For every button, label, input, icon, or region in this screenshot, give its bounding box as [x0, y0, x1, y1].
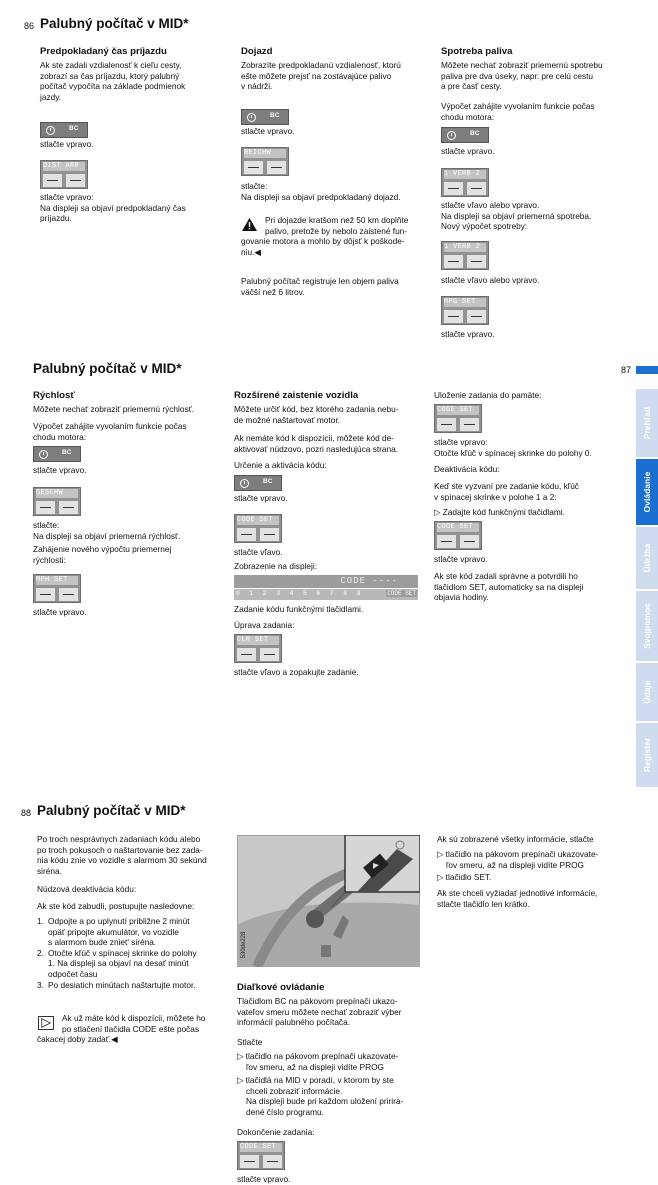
instruction: stlačte vľavo alebo vpravo.	[441, 275, 540, 285]
instruction: stlačte: Na displeji sa objaví predpokladaný dojazd.	[241, 181, 401, 202]
mid-display-icon: CODE SET	[434, 521, 482, 550]
list-item: 1. Odpojte a po uplynutí približne 2 minút opäť pripojte akumulátor, vo vozidle s alarmom bude zniet' siréna.	[37, 916, 190, 948]
paragraph: Tlačidlom BC na pákovom prepínači ukazo- vateľov smeru môžete nechať zobraziť výber informácií palubného počítača.	[237, 996, 402, 1028]
bc-button-icon: BC	[40, 122, 88, 138]
instruction: stlačte vpravo.	[441, 146, 495, 156]
list-item: 3. Po desiatich minútach naštartujte motor.	[37, 979, 196, 990]
section-heading: Rozšírené zaistenie vozidla	[234, 390, 359, 401]
section-heading: Predpokladaný čas príjazdu	[40, 46, 167, 57]
instruction: stlačte: Na displeji sa objaví priemerná rýchlosť. Zahájenie nového výpočtu priemernej rýchlosti:	[33, 520, 181, 565]
mid-display-icon: 1 VERB 2	[441, 241, 489, 270]
bc-button-icon: BC	[33, 446, 81, 462]
section-heading: Rýchlosť	[33, 390, 75, 401]
mid-display-icon: MPH SET	[33, 574, 81, 603]
tab-register[interactable]: Register	[636, 723, 658, 787]
instruction: stlačte vpravo: Na displeji sa objaví predpokladaný čas príjazdu.	[40, 192, 186, 224]
paragraph: Ak ste kód zabudli, postupujte nasledovne:	[37, 901, 195, 911]
page-title: Palubný počítač v MID*	[37, 803, 186, 818]
mid-display-icon: CODE SET	[234, 514, 282, 543]
subheading: Určenie a aktivácia kódu:	[234, 460, 327, 470]
tab-udrzba[interactable]: Údržba	[636, 527, 658, 589]
instruction: stlačte vpravo.	[234, 493, 288, 503]
paragraph: Výpočet zahájite vyvolaním funkcie počas chodu motora:	[33, 421, 187, 442]
page-number: 87	[621, 365, 632, 375]
bullet: ▷ tlačidlo na pákovom prepínači ukazovate- ľov smeru, až na displeji vidíte PROG	[237, 1051, 399, 1072]
paragraph: Môžete nechať zobraziť priemernú rýchlosť.	[33, 404, 195, 414]
instruction: Zadanie kódu funkčnými tlačidlami.	[234, 604, 364, 614]
section-heading: Spotreba paliva	[441, 46, 513, 57]
instruction: stlačte vpravo.	[33, 465, 87, 475]
paragraph: Ak ste zadali vzdialenosť k cieľu cesty, zobrazí sa čas príjazdu, ktorý palubný počítač vypočíta na základe podmienok jazdy.	[40, 60, 186, 102]
bullet: ▷ tlačidlo SET.	[437, 872, 492, 882]
bullet: ▷ tlačidlo na pákovom prepínači ukazovate- ľov smeru, až na displeji vidíte PROG	[437, 849, 599, 870]
numbered-list	[37, 916, 227, 990]
mid-display-icon: CODE SET	[237, 1141, 285, 1170]
instruction: stlačte vpravo.	[434, 554, 488, 564]
tab-udaje[interactable]: Údaje	[636, 663, 658, 721]
accent-bar	[636, 366, 658, 374]
instruction: stlačte vpravo.	[237, 1174, 291, 1184]
bc-button-icon: BC	[441, 127, 489, 143]
paragraph: Môžete nechať zobraziť priemernú spotrebu paliva pre dva úseky, napr. pre celú cestu a pre časť cesty.	[441, 60, 603, 92]
instruction: stlačte vpravo.	[441, 329, 495, 339]
mid-display-icon: CLR SET	[234, 634, 282, 663]
section-heading: Diaľkové ovládanie	[237, 982, 325, 993]
paragraph: Po troch nesprávnych zadaniach kódu alebo po troch pokusoch o naštartovanie bez zada- nia kódu znie vo vozidle s alarmom 30 sekúnd siréna.	[37, 834, 207, 876]
subheading: Dokončenie zadania:	[237, 1127, 315, 1137]
instruction: stlačte vpravo.	[40, 139, 94, 149]
instruction: stlačte vpravo: Otočte kľúč v spínacej skrinke do polohy 0.	[434, 437, 592, 458]
subheading: Úprava zadania:	[234, 620, 295, 630]
mid-display-icon: CODE SET	[434, 404, 482, 433]
mid-display-icon: GESCHW	[33, 487, 81, 516]
bc-button-icon: BC	[241, 109, 289, 125]
paragraph: Ak ste chceli vyžiadať jednotlivé informácie, stlačte tlačidlo len krátko.	[437, 888, 598, 909]
instruction: stlačte vpravo.	[33, 607, 87, 617]
paragraph: Môžete určiť kód, bez ktorého zadania nebu- de možné naštartovať motor.	[234, 404, 399, 425]
note-text: Ak už máte kód k dispozícii, môžete ho po stlačení tlačidla CODE ešte počas čakacej doby zadať.◀	[37, 1013, 206, 1045]
page-number: 88	[21, 808, 32, 818]
instruction: stlačte vľavo a zopakujte zadanie.	[234, 667, 359, 677]
instruction: stlačte vľavo.	[234, 547, 283, 557]
subheading: Deaktivácia kódu:	[434, 464, 500, 474]
bullet: ▷ tlačidlá na MID v poradí, v ktorom by ste chceli zobraziť informácie. Na displeji bude pri každom uložení pririra- dené číslo programu.	[237, 1075, 404, 1117]
paragraph: Núdzová deaktivácia kódu:	[37, 884, 137, 894]
code-display: CODE ---- 0123456789 CODE SET	[234, 575, 418, 601]
page-title: Palubný počítač v MID*	[33, 361, 182, 376]
paragraph: Palubný počítač registruje len objem paliva väčší než 6 litrov.	[241, 276, 399, 297]
list-item: 2. Otočte kľúč v spínacej skrinke do polohy 1. Na displeji sa objaví na desať minút odpočet času	[37, 947, 197, 979]
paragraph: Výpočet zahájite vyvolaním funkcie počas chodu motora:	[441, 101, 595, 122]
mid-display-icon: MPG SET	[441, 296, 489, 325]
paragraph: Stlačte	[237, 1037, 263, 1047]
steering-column-illustration	[237, 835, 420, 967]
mid-display-icon: 1 VERB 2	[441, 168, 489, 197]
subheading: Uloženie zadania do pamäte:	[434, 390, 542, 400]
instruction: stlačte vpravo.	[241, 126, 295, 136]
mid-display-icon: REICHW	[241, 147, 289, 176]
tab-prehlad[interactable]: Prehľad	[636, 389, 658, 457]
paragraph: Ak nemáte kód k dispozícii, môžete kód de- aktivovať núdzovo, pozri nasledujúca strana.	[234, 433, 399, 454]
tab-svojpomoc[interactable]: Svojpomoc	[636, 591, 658, 661]
subheading: Zobrazenie na displeji:	[234, 561, 318, 571]
page-title: Palubný počítač v MID*	[40, 16, 189, 31]
section-heading: Dojazd	[241, 46, 273, 57]
image-code: 530de228	[241, 931, 247, 959]
paragraph: Keď ste vyzvaní pre zadanie kódu, kľúč v spínacej skrinke v polohe 1 a 2:	[434, 481, 579, 502]
paragraph: Ak ste kód zadali správne a potvrdili ho tlačidlom SET, automaticky sa na displeji objavia hodiny.	[434, 571, 584, 603]
paragraph: Ak sú zobrazené všetky informácie, stlačte	[437, 834, 594, 844]
bullet: ▷ Zadajte kód funkčnými tlačidlami.	[434, 507, 565, 517]
page-number: 86	[24, 21, 35, 31]
warning-text: Pri dojazde kratšom než 50 km doplňte palivo, pretože by nebolo zaistené fun- govanie motora a mohlo by dôjsť k poškode- niu.◀	[241, 215, 409, 257]
bc-button-icon: BC	[234, 475, 282, 491]
mid-display-icon: DIST ARR	[40, 160, 88, 189]
instruction: stlačte vľavo alebo vpravo. Na displeji sa objaví priemerná spotreba. Nový výpočet spotreby:	[441, 200, 592, 232]
paragraph: Zobrazíte predpokladanú vzdialenosť, ktorú ešte môžete prejsť na zostávajúce palivo v nádrži.	[241, 60, 401, 92]
tab-ovladanie[interactable]: Ovládanie	[636, 459, 658, 525]
